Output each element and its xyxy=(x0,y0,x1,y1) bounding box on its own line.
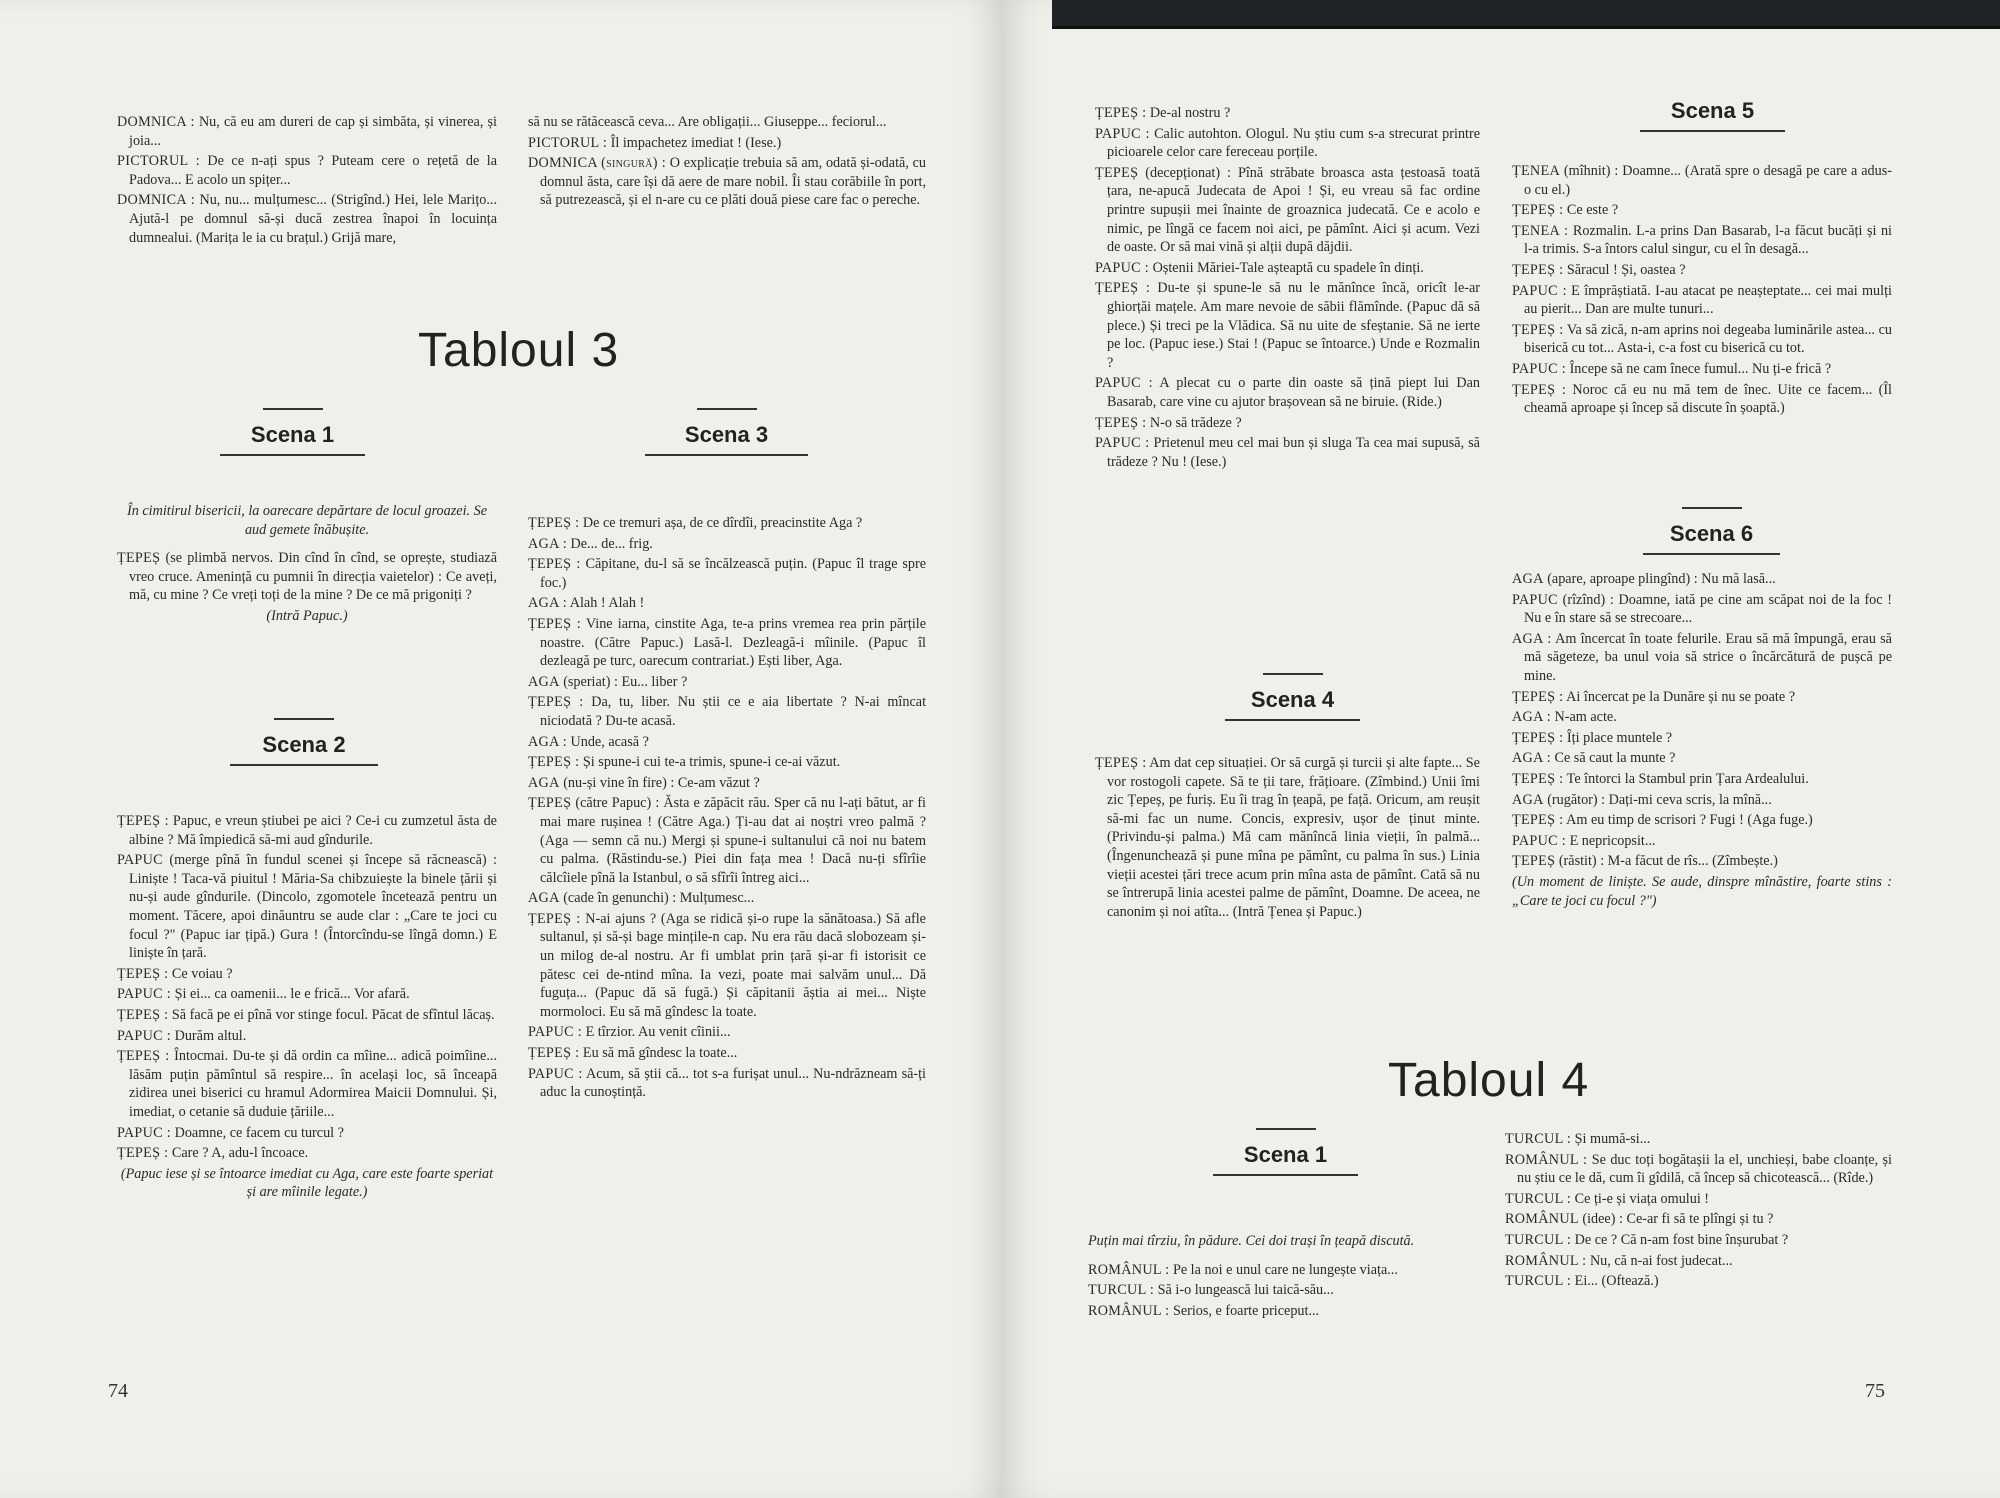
dialogue-text: (răstit) : M-a făcut de rîs... (Zîmbește.) xyxy=(1555,853,1778,870)
dialogue-line xyxy=(1505,1210,1892,1229)
speaker-name: PAPUC : xyxy=(1095,435,1150,452)
speaker-name: ROMÂNUL : xyxy=(1088,1261,1170,1278)
speaker-name: ȚEPEȘ : xyxy=(1095,280,1151,297)
dialogue-text: Oștenii Măriei-Tale așteaptă cu spadele în dinți. xyxy=(1149,259,1424,276)
dialogue-line xyxy=(1095,374,1480,411)
dialogue-text: (apare, aproape plingînd) : Nu mă lasă... xyxy=(1543,571,1776,587)
dialogue-text: Care ? A, adu-l încoace. xyxy=(168,1145,309,1162)
speaker-name: PAPUC xyxy=(1512,591,1558,608)
speaker-name: ȚEPEȘ : xyxy=(528,754,580,771)
dialogue-text: Vine iarna, cinstite Aga, te-a prins vremea rea prin părțile noastre. (Către Papuc.) Lasă-l. Dezleagă-i mîinile. (Papuc îl dezleagă pe turc, oarecum contrariat.) Ești liber, Aga. xyxy=(540,615,926,670)
dialogue-text: E tîrzior. Au venit cîinii... xyxy=(582,1024,731,1041)
dialogue-line xyxy=(1095,164,1480,257)
dialogue-line xyxy=(1512,282,1892,319)
speaker-name: ROMÂNUL : xyxy=(1088,1302,1170,1319)
tablou-4-scena-1-heading: Scena 1 xyxy=(1213,1128,1358,1176)
dialogue-line xyxy=(1095,125,1480,162)
dialogue-line xyxy=(1088,1261,1473,1280)
dialogue-text: Nu, nu... mulțumesc... (Strigînd.) Hei, lele Marițo... Ajută-l pe domnul să-și ducă zestrea înapoi în locuința dumnealui. (Marița le ia cu brațul.) Grijă mare, xyxy=(129,192,497,246)
dialogue-line xyxy=(528,774,926,793)
stage-direction: (Un moment de liniște. Se aude, dinspre mînăstire, foarte stins : „Care te joci cu focul ?") xyxy=(1512,873,1892,909)
speaker-name: TURCUL : xyxy=(1505,1273,1572,1290)
dialogue-text: (decepționat) : Pînă străbate broasca asta țestoasă toată țara, ne-apucă Judecata de Apoi ! Și, eu vreau să fac ordine printre supușii mei înainte de groaznica judecată. Ce e acolo e nimic, pe lîngă ce facem noi aici, pe pămînt. Aici și acum. Vezi de oaste. Or să mai vină și alții după dăjdii. xyxy=(1107,164,1480,256)
dialogue-line xyxy=(1505,1190,1892,1209)
dialogue-line xyxy=(528,753,926,772)
speaker-name: ȚEPEȘ : xyxy=(1512,812,1564,829)
right-column-1-top xyxy=(1095,104,1480,473)
dialogue-text: Noroc că eu nu mă tem de înec. Uite ce facem... (Îl cheamă aproape și încep să discute în șoaptă.) xyxy=(1524,381,1892,417)
speaker-name: AGA : xyxy=(528,733,567,750)
scena-2-heading: Scena 2 xyxy=(230,718,378,766)
dialogue-text: Nu, că eu am dureri de cap și simbăta, și vinerea, și joia... xyxy=(129,114,497,149)
dialogue-line xyxy=(117,549,497,605)
dialogue-text: Ce este ? xyxy=(1563,202,1619,219)
dialogue-text: Săracul ! Și, oastea ? xyxy=(1563,261,1686,278)
dialogue-text: (rîzînd) : Doamne, iată pe cine am scăpat noi de la foc ! Nu e în stare să se strecoare... xyxy=(1524,591,1892,627)
speaker-name: ȚEPEȘ : xyxy=(1512,729,1564,746)
dialogue-line xyxy=(1512,770,1892,789)
dialogue-line xyxy=(1505,1252,1892,1271)
dialogue-text: (către Papuc) : Ăsta e zăpăcit rău. Sper că nu l-ați bătut, ar fi mai mare rușinea ! (Către Aga.) Ți-au dat ai noștri vreo palmă ? (Aga — semn că nu.) Mergi și spune-i sultanului că noi nu batem cu palma. (Răstindu-se.) Piei din fața mea ! Dacă nu-ți sfîrîie călcîiele pînă la Istanbul, o să sfîrîi întreg aici... xyxy=(540,795,926,886)
dialogue-text: Începe să ne cam înece fumul... Nu ți-e frică ? xyxy=(1566,360,1832,377)
dialogue-line xyxy=(1512,162,1892,199)
speaker-name: AGA xyxy=(1512,571,1544,587)
speaker-name: ȚEPEȘ : xyxy=(528,515,580,531)
dialogue-line xyxy=(528,889,926,908)
dialogue-text: N-ai ajuns ? (Aga se ridică și-o rupe la sănătoasa.) Să afle sultanul, și să-și bage mințile-n cap. Nu era rău dacă slobozeam și-un milog de-al nostru. Ar fi umblat prin țară și-ar fi istorisit ce pătesc cei de-ntind mîna. Ia vezi, poate mai salvăm unul... Dă fuguța... (Papuc dă să fugă.) Și căpitanii ăștia ai mei... Niște mormoloci. Eu să mă gîndesc la toate. xyxy=(540,910,926,1020)
dialogue-text: Serios, e foarte priceput... xyxy=(1169,1302,1320,1319)
dialogue-line xyxy=(117,1027,497,1046)
speaker-name: PAPUC : xyxy=(528,1065,583,1082)
dialogue-line xyxy=(528,794,926,887)
dialogue-line xyxy=(528,134,926,153)
dialogue-line xyxy=(1512,201,1892,220)
dialogue-line xyxy=(1088,1302,1473,1321)
dialogue-text: (speriat) : Eu... liber ? xyxy=(559,673,688,690)
dialogue-text: (se plimbă nervos. Din cînd în cînd, se oprește, studiază vreo cruce. Amenință cu pumnii în direcția vaietelor) : Ce aveți, mă, cu mine ? Ce vreți toți de la mine ? De ce mă prigoniți ? xyxy=(129,550,497,604)
speaker-name: ȚEPEȘ : xyxy=(117,813,169,829)
dialogue-text: Ai încercat pe la Dunăre și nu se poate ? xyxy=(1563,688,1796,705)
speaker-name: ȚEPEȘ xyxy=(528,795,572,812)
speaker-name: PAPUC xyxy=(117,852,163,869)
dialogue-line xyxy=(117,812,497,849)
scena-6-text xyxy=(1512,570,1892,920)
dialogue-text: Să facă pe ei pînă vor stinge focul. Păcat de sfîntul lăcaș. xyxy=(168,1006,495,1023)
dialogue-text: De ce n-ați spus ? Puteam cere o rețetă de la Padova... E acolo un spițer... xyxy=(129,153,497,188)
dialogue-line xyxy=(528,693,926,730)
speaker-name: TURCUL : xyxy=(1088,1282,1155,1299)
speaker-name: AGA : xyxy=(528,595,567,612)
dialogue-line xyxy=(528,535,926,554)
dialogue-text: A plecat cu o parte din oaste să țină piept lui Dan Basarab, care vine cu ajutor brașovean să ne biruie. (Ride.) xyxy=(1107,375,1480,410)
dialogue-text: Am încercat în toate felurile. Erau să mă împungă, erau să mă săgeteze, ba unul voia să strice o încărcătură de pușcă pe mine. xyxy=(1524,630,1892,684)
dialogue-line xyxy=(1505,1130,1892,1149)
dialogue-line xyxy=(528,910,926,1022)
dialogue-text: Ce să caut la munte ? xyxy=(1550,750,1676,767)
speaker-name: AGA xyxy=(528,890,560,907)
dialogue-text: Da, tu, liber. Nu știi ce e aia libertate ? N-ai mîncat niciodată ? Du-te acasă. xyxy=(540,694,927,729)
speaker-name: ȚEPEȘ : xyxy=(1512,261,1564,278)
speaker-name: AGA xyxy=(1512,791,1544,808)
dialogue-line xyxy=(117,152,497,189)
speaker-name: ȚEPEȘ : xyxy=(528,615,581,632)
speaker-name: AGA xyxy=(528,673,560,690)
dialogue-text: (nu-și vine în fire) : Ce-am văzut ? xyxy=(559,774,760,791)
speaker-name: ȚEPEȘ : xyxy=(1095,105,1147,121)
dialogue-line xyxy=(528,594,926,613)
dialogue-line xyxy=(1512,811,1892,830)
speaker-name: ȚEPEȘ : xyxy=(1095,755,1147,771)
dialogue-text: (cade în genunchi) : Mulțumesc... xyxy=(559,890,755,907)
speaker-name: PAPUC : xyxy=(528,1024,583,1041)
dialogue-line xyxy=(1505,1231,1892,1250)
speaker-name: ȚEPEȘ : xyxy=(117,1145,169,1162)
dialogue-line xyxy=(1505,1151,1892,1188)
dialogue-line xyxy=(1512,630,1892,686)
dialogue-line xyxy=(528,113,926,132)
dialogue-line xyxy=(117,851,497,963)
dialogue-text: Ei... (Oftează.) xyxy=(1571,1273,1659,1290)
page-number-left: 74 xyxy=(108,1380,128,1402)
speaker-name: ȚEPEȘ xyxy=(1512,853,1556,870)
dialogue-text: Căpitane, du-l să se încălzească puțin. (Papuc îl trage spre foc.) xyxy=(540,556,926,591)
dialogue-text: Doamne, ce facem cu turcul ? xyxy=(171,1124,344,1141)
dialogue-text: Întocmai. Du-te și dă ordin ca mîine... adică poimîine... lăsăm puțin pămîntul să respire... în același loc, să înceapă zidirea unei biserici cu hramul Adormirea Maicii Domnului. Și, imediat, o cetanie să duduie țăriile... xyxy=(129,1048,497,1120)
speaker-name: ȚEPEȘ : xyxy=(528,1045,580,1062)
stage-direction: (Intră Papuc.) xyxy=(266,607,348,624)
speaker-name: ROMÂNUL xyxy=(1505,1211,1579,1228)
dialogue-text: Pe la noi e unul care ne lungește viața... xyxy=(1169,1261,1398,1278)
speaker-name: AGA : xyxy=(528,535,567,552)
dialogue-line xyxy=(528,555,926,592)
dialogue-text: (rugător) : Dați-mi ceva scris, la mînă... xyxy=(1543,791,1772,808)
dialogue-line xyxy=(1512,852,1892,871)
speaker-name: TURCUL : xyxy=(1505,1190,1572,1207)
speaker-name: TURCUL : xyxy=(1505,1231,1572,1248)
dialogue-line xyxy=(528,733,926,752)
dialogue-text: O explicație trebuia să am, odată și-odată, cu domnul ăsta, care își dă aere de mare nobil. Îi stau corăbiile în port, să putrezească, și el n-are cu ce plăti două piese care fac o pereche. xyxy=(540,155,926,209)
speaker-name: ȚEPEȘ : xyxy=(117,1048,170,1065)
speaker-name: TURCUL : xyxy=(1505,1131,1572,1147)
dialogue-line xyxy=(1512,591,1892,628)
stage-direction: În cimitirul bisericii, la oarecare depărtare de locul groazei. Se aud gemete înăbușite. xyxy=(126,503,487,538)
dialogue-line xyxy=(1095,104,1480,123)
dialogue-line xyxy=(1512,570,1892,589)
dialogue-text: Va să zică, n-am aprins noi degeaba luminările astea... cu biserică cu tot... Asta-i, c-a fost cu biserică cu tot. xyxy=(1524,321,1893,357)
dialogue-text: E împrăștiată. I-au atacat pe neașteptate... cei mai mulți au pierit... Dan are multe tunuri... xyxy=(1524,282,1892,318)
dialogue-text: să nu se rătăcească ceva... Are obligații... Giuseppe... feciorul... xyxy=(528,114,887,130)
dialogue-line xyxy=(1512,321,1892,358)
dialogue-text: Îl impachetez imediat ! (Iese.) xyxy=(607,134,782,151)
dialogue-text: Ce voiau ? xyxy=(168,965,233,982)
scena-2-text xyxy=(117,812,497,1212)
dialogue-line xyxy=(1088,1281,1473,1300)
speaker-name: PAPUC : xyxy=(117,1027,172,1044)
scena-6-heading: Scena 6 xyxy=(1643,507,1780,555)
tablou-3-title: Tabloul 3 xyxy=(418,324,620,377)
dialogue-line xyxy=(1512,381,1892,418)
speaker-name: DOMNICA : xyxy=(117,114,195,130)
scena-3-text xyxy=(528,514,926,1104)
dialogue-line xyxy=(1095,279,1480,372)
dialogue-text: Acum, să știi că... tot s-a furișat unul... Nu-ndrăzneam să-ți aduc la cunoștință. xyxy=(540,1065,927,1101)
dialogue-line xyxy=(117,1144,497,1163)
speaker-name: ȚEPEȘ xyxy=(117,550,161,567)
dialogue-line xyxy=(528,673,926,692)
dialogue-text: N-am acte. xyxy=(1550,709,1617,726)
dialogue-line xyxy=(117,113,497,150)
scena-4-heading: Scena 4 xyxy=(1225,673,1360,721)
speaker-name: PAPUC : xyxy=(1512,360,1567,377)
dialogue-text: (mîhnit) : Doamne... (Arată spre o desagă pe care a adus-o cu el.) xyxy=(1524,163,1892,198)
scena-4-text xyxy=(1095,754,1480,923)
dialogue-line xyxy=(117,965,497,984)
dialogue-line xyxy=(1512,360,1892,379)
speaker-name: PAPUC : xyxy=(117,986,172,1003)
dialogue-text: Durăm altul. xyxy=(171,1027,247,1044)
dialogue-line xyxy=(1095,434,1480,471)
speaker-name: ȚEPEȘ : xyxy=(117,965,169,982)
speaker-name: ȚEPEȘ : xyxy=(1095,414,1147,431)
speaker-name: DOMNICA (singură) : xyxy=(528,155,667,172)
dialogue-line xyxy=(1512,261,1892,280)
speaker-name: ȚEPEȘ : xyxy=(528,556,581,573)
dialogue-text: Du-te și spune-le să nu le mănînce încă, oricît le-ar ghiorțăi mațele. Am mare nevoie de săbii flămînde. (Papuc dă să plece.) Și treci pe la Vlădica. Să nu uite de sfeștanie. Să ne ierte pe loc. (Papuc iese.) Stai ! (Papuc se întoarce.) Unde e Rozmalin ? xyxy=(1107,280,1480,371)
dialogue-line xyxy=(1095,754,1480,921)
dialogue-line xyxy=(528,615,926,671)
scena-5-text xyxy=(1512,162,1892,420)
dialogue-line xyxy=(117,985,497,1004)
dialogue-text: Rozmalin. L-a prins Dan Basarab, l-a făcut bucăți și ni l-a trimis. S-a întors calul singur, cu el în desagă... xyxy=(1524,222,1892,258)
tablou-4-title: Tabloul 4 xyxy=(1388,1054,1590,1107)
dialogue-text: Și mumă-si... xyxy=(1571,1131,1651,1147)
stage-direction: (Papuc iese și se întoarce imediat cu Aga, care este foarte speriat și are mîinile legate.) xyxy=(120,1165,494,1201)
dialogue-text: De ce ? Că n-am fost bine înșurubat ? xyxy=(1571,1231,1789,1248)
dialogue-line xyxy=(1512,222,1892,259)
dialogue-text: De ce tremuri așa, de ce dîrdîi, preacinstite Aga ? xyxy=(579,515,863,531)
left-top-column-1 xyxy=(117,113,497,249)
dialogue-text: Ce ți-e și viața omului ! xyxy=(1571,1190,1710,1207)
speaker-name: ȚEPEȘ : xyxy=(1512,321,1564,338)
speaker-name: PICTORUL : xyxy=(117,153,200,170)
speaker-name: ROMÂNUL : xyxy=(1505,1151,1588,1168)
dialogue-text: Unde, acasă ? xyxy=(566,733,649,750)
speaker-name: PAPUC : xyxy=(1512,832,1567,849)
dialogue-line xyxy=(528,1023,926,1042)
speaker-name: ȚEPEȘ xyxy=(1095,164,1139,181)
speaker-name: PAPUC : xyxy=(117,1124,172,1141)
scena-5-heading: Scena 5 xyxy=(1640,98,1785,132)
dialogue-line xyxy=(117,1047,497,1121)
dialogue-line xyxy=(1512,729,1892,748)
dialogue-line xyxy=(1512,749,1892,768)
dialogue-text: Nu, că n-ai fost judecat... xyxy=(1586,1252,1733,1269)
speaker-name: ȚEPEȘ : xyxy=(1512,202,1564,219)
dialogue-line xyxy=(1095,259,1480,278)
speaker-name: ȚEPEȘ : xyxy=(117,1006,169,1023)
dialogue-line xyxy=(1512,708,1892,727)
tablou-4-column-2-text xyxy=(1505,1130,1892,1293)
speaker-name: AGA : xyxy=(1512,750,1551,767)
book-binding-strip xyxy=(1052,0,2000,29)
left-top-column-2 xyxy=(528,113,926,212)
dialogue-text: (idee) : Ce-ar fi să te plîngi și tu ? xyxy=(1578,1211,1774,1228)
dialogue-line xyxy=(1095,414,1480,433)
speaker-name: ȚENEA : xyxy=(1512,222,1569,239)
speaker-name: AGA xyxy=(528,774,560,791)
dialogue-line xyxy=(1505,1272,1892,1291)
dialogue-line xyxy=(528,514,926,533)
dialogue-text: Îți place muntele ? xyxy=(1563,729,1673,746)
scena-3-heading: Scena 3 xyxy=(645,408,808,456)
speaker-name: DOMNICA : xyxy=(117,192,196,209)
dialogue-text: Prietenul meu cel mai bun și sluga Ta cea mai supusă, să trădeze ? Nu ! (Iese.) xyxy=(1107,435,1480,470)
speaker-name: ȚEPEȘ : xyxy=(528,694,584,711)
dialogue-line xyxy=(1512,832,1892,851)
dialogue-text: E nepricopsit... xyxy=(1566,832,1656,849)
dialogue-text: Eu să mă gîndesc la toate... xyxy=(579,1045,738,1062)
speaker-name: PAPUC : xyxy=(1095,125,1150,142)
speaker-name: PICTORUL : xyxy=(528,134,608,151)
dialogue-line xyxy=(1512,688,1892,707)
dialogue-text: Alah ! Alah ! xyxy=(566,595,645,612)
dialogue-text: Calic autohton. Ologul. Nu știu cum s-a strecurat printre picioarele celor care fereceau porțile. xyxy=(1107,125,1480,161)
dialogue-line xyxy=(117,1124,497,1143)
dialogue-text: Am dat cep situației. Or să curgă și turcii și alte fapte... Se vor rostogoli capete. Să te ții tare, frățioare. (Zîmbind.) Unii îmi zic Țepeș, pe furiș. Eu îi trag în țeapă, pe față. Oricum, am reușit să-mi fac un nume. Concis, expresiv, ușor de ținut minte. (Privindu-și palma.) Mă cam mănîncă linia vieții, în palmă... (Îngenunchează și pune mîna pe pămînt, cu palma în sus.) Linia vieții acestei țări trece acum prin mîna asta de pămînt. Cată să nu se întrerupă linia acestei palme de pămînt, Doamne. De aceea, ne canonim și noi atîta... (Intră Țenea și Papuc.) xyxy=(1107,755,1480,920)
dialogue-line xyxy=(528,154,926,210)
dialogue-text: Se duc toți bogătașii la el, unchieși, babe cloanțe, și nu știu ce le dă, cum îi gîdilă, că încep să chicotească... (Rîde.) xyxy=(1517,1151,1893,1187)
speaker-name: ȚENEA xyxy=(1512,163,1560,179)
dialogue-line xyxy=(117,1006,497,1025)
dialogue-line xyxy=(528,1044,926,1063)
dialogue-text: Și spune-i cui te-a trimis, spune-i ce-ai văzut. xyxy=(579,754,841,771)
dialogue-line xyxy=(1512,791,1892,810)
speaker-name: ȚEPEȘ : xyxy=(1512,381,1567,398)
tablou-4-scena-1-text xyxy=(1088,1232,1473,1322)
dialogue-text: Să i-o lungească lui taică-său... xyxy=(1154,1282,1334,1299)
dialogue-line xyxy=(528,1065,926,1102)
dialogue-text: Te întorci la Stambul prin Țara Ardealului. xyxy=(1563,770,1809,787)
stage-direction: Puțin mai tîrziu, în pădure. Cei doi trași în țeapă discută. xyxy=(1088,1233,1415,1249)
scena-1-heading: Scena 1 xyxy=(220,408,365,456)
scena-1-text xyxy=(117,502,497,636)
dialogue-text: N-o să trădeze ? xyxy=(1146,414,1242,431)
speaker-name: PAPUC : xyxy=(1095,259,1150,276)
dialogue-text: Și ei... ca oamenii... le e frică... Vor afară. xyxy=(171,986,410,1003)
page-number-right: 75 xyxy=(1865,1380,1885,1402)
speaker-name: ȚEPEȘ : xyxy=(528,910,581,927)
speaker-name: PAPUC : xyxy=(1512,282,1567,299)
dialogue-text: Papuc, e vreun știubei pe aici ? Ce-i cu zumzetul ăsta de albine ? Mă împiedică să-mi aud gîndurile. xyxy=(129,813,497,848)
speaker-name: AGA : xyxy=(1512,709,1551,726)
speaker-name: PAPUC : xyxy=(1095,375,1153,392)
speaker-name: AGA : xyxy=(1512,630,1552,647)
dialogue-text: Am eu timp de scrisori ? Fugi ! (Aga fuge.) xyxy=(1563,812,1813,829)
dialogue-text: (merge pînă în fundul scenei și începe să răcnească) : Liniște ! Taca-vă piuitul ! Măria-Sa chibzuiește la binele țării și nu-și aude gîndurile. (Dincolo, zgomotele încetează pentru un moment. Tăcere, apoi dinăuntru se aude clar : „Care te joci cu focul ?" (Papuc iar țipă.) Gura ! (Întorcîndu-se lîngă domn.) E liniște în țară. xyxy=(129,852,497,962)
dialogue-text: De... de... frig. xyxy=(566,535,653,552)
speaker-name: ROMÂNUL : xyxy=(1505,1252,1587,1269)
speaker-name: ȚEPEȘ : xyxy=(1512,770,1564,787)
speaker-name: ȚEPEȘ : xyxy=(1512,688,1564,705)
dialogue-line xyxy=(117,191,497,247)
dialogue-text: De-al nostru ? xyxy=(1146,105,1231,121)
